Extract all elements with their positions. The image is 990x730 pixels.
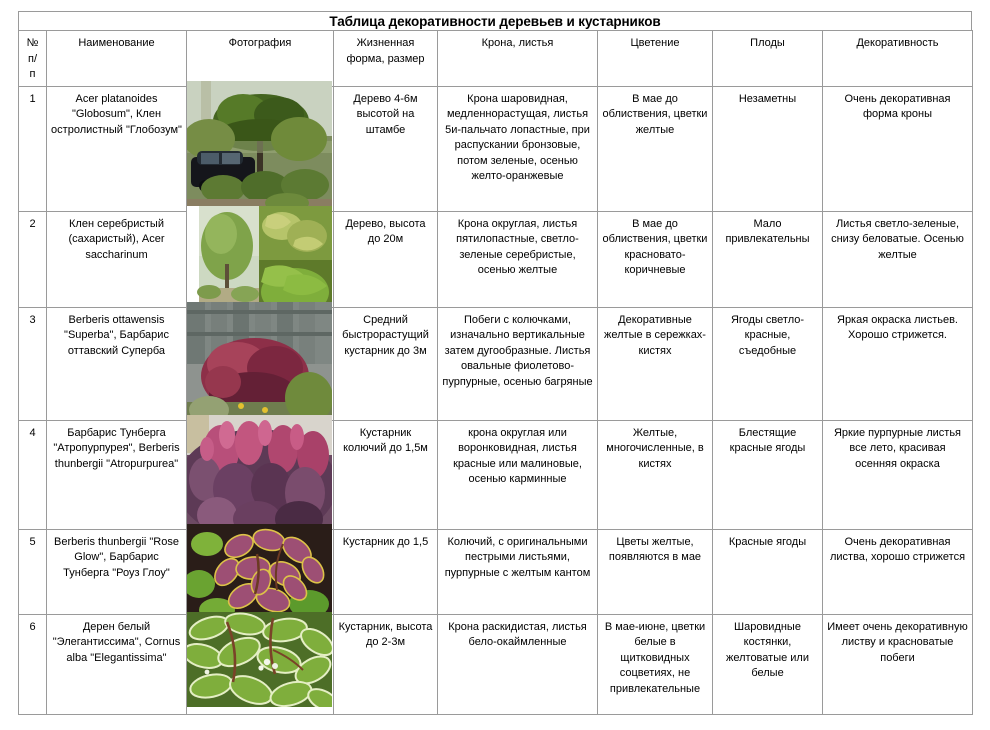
row-decorativeness: Имеет очень декоративную листву и красноватые побеги [823,614,973,714]
table-row [19,307,973,420]
column-header-number-line1: № [26,37,39,49]
row-bloom: В мае-июне, цветки белые в щитковидных соцветиях, не привлекательные [598,614,713,714]
row-bloom: Декоративные желтые в сережках-кистях [598,307,713,420]
row-form: Средний быстрорастущий кустарник до 3м [334,307,438,420]
table-row [19,529,973,614]
row-bloom: Цветы желтые, появляются в мае [598,529,713,614]
row-number: 2 [19,211,47,307]
photo-acer-saccharinum-image [187,206,332,313]
decorativeness-table [18,30,973,715]
photo-clip [187,206,332,313]
photo-berberis-thunbergii-rose-glow-image [187,524,332,619]
column-header-number [19,31,47,87]
row-photo-cell [187,307,334,420]
plant-photo [187,612,332,707]
row-fruit: Красные ягоды [713,529,823,614]
column-header-form-line1: Жизненная [356,37,415,49]
row-fruit: Блестящие красные ягоды [713,420,823,529]
column-header-bloom: Цветение [598,31,713,87]
row-number: 6 [19,614,47,714]
row-number: 4 [19,420,47,529]
column-header-photo: Фотография [187,31,334,87]
row-form: Кустарник до 1,5 [334,529,438,614]
column-header-crown: Крона, листья [438,31,598,87]
column-header-fruit: Плоды [713,31,823,87]
row-form: Кустарник, высота до 2-3м [334,614,438,714]
table-header-row [19,31,973,87]
photo-berberis-ottawensis-superba-image [187,302,332,426]
photo-clip [187,81,332,214]
row-number: 3 [19,307,47,420]
row-fruit: Незаметны [713,86,823,211]
plant-photo [187,206,332,313]
row-name: Дерен белый "Элегантиссима", Cornus alba "Elegantissima" [47,614,187,714]
table-body [19,86,973,714]
row-decorativeness: Яркая окраска листьев. Хорошо стрижется. [823,307,973,420]
row-fruit: Шаровидные костянки, желтоватые или белые [713,614,823,714]
row-photo-cell [187,211,334,307]
row-number: 5 [19,529,47,614]
row-photo-cell [187,86,334,211]
row-number: 1 [19,86,47,211]
row-bloom: В мае до облиствения, цветки красновато-коричневые [598,211,713,307]
row-crown: Крона раскидистая, листья бело-окаймленные [438,614,598,714]
column-header-decorativeness: Декоративность [823,31,973,87]
column-header-number-line3: п [29,68,36,80]
row-decorativeness: Яркие пурпурные листья все лето, красивая осенняя окраска [823,420,973,529]
table-header [19,31,973,87]
row-fruit: Мало привлекательны [713,211,823,307]
row-photo-cell [187,529,334,614]
photo-clip [187,415,332,533]
row-bloom: В мае до облиствения, цветки желтые [598,86,713,211]
row-crown: Побеги с колючками, изначально вертикальные затем дугообразные. Листья овальные фиолетово-пурпурные, осенью багряные [438,307,598,420]
column-header-form [334,31,438,87]
photo-clip [187,612,332,707]
plant-photo [187,524,332,619]
table-row [19,420,973,529]
row-crown: крона округлая или воронковидная, листья красные или малиновые, осенью карминные [438,420,598,529]
table-row [19,86,973,211]
photo-clip [187,524,332,619]
row-crown: Колючий, с оригинальными пестрыми листьями, пурпурные с желтым кантом [438,529,598,614]
photo-acer-platanoides-globosum-image [187,81,332,214]
row-form: Кустарник колючий до 1,5м [334,420,438,529]
row-form: Дерево, высота до 20м [334,211,438,307]
row-photo-cell [187,420,334,529]
column-header-form-line2: форма, размер [346,52,425,65]
row-name: Berberis thunbergii "Rose Glow", Барбарис Тунберга "Роуз Глоу" [47,529,187,614]
row-photo-cell [187,614,334,714]
row-bloom: Желтые, многочисленные, в кистях [598,420,713,529]
photo-clip [187,302,332,426]
photo-berberis-thunbergii-atropurpurea-image [187,415,332,533]
row-name: Berberis ottawensis "Superba", Барбарис оттавский Суперба [47,307,187,420]
table-row [19,614,973,714]
row-decorativeness: Листья светло-зеленые, снизу беловатые. Осенью желтые [823,211,973,307]
plant-photo [187,81,332,214]
plant-photo [187,415,332,533]
row-crown: Крона округлая, листья пятилопастные, светло-зеленые серебристые, осенью желтые [438,211,598,307]
row-fruit: Ягоды светло-красные, съедобные [713,307,823,420]
plant-photo [187,302,332,426]
page-title: Таблица декоративности деревьев и кустарников [18,11,972,30]
column-header-name: Наименование [47,31,187,87]
table-row [19,211,973,307]
row-name: Acer platanoides "Globosum", Клен остролистный "Глобозум" [47,86,187,211]
row-form: Дерево 4-6м высотой на штамбе [334,86,438,211]
row-name: Клен серебристый (сахаристый), Acer saccharinum [47,211,187,307]
column-header-number-line2: п/ [27,52,37,65]
row-crown: Крона шаровидная, медленнорастущая, листья 5и-пальчато лопастные, при распускании бронзовые, потом зеленые, осенью желто-оранжевые [438,86,598,211]
row-decorativeness: Очень декоративная форма кроны [823,86,973,211]
row-name: Барбарис Тунберга "Атропурпурея", Berberis thunbergii "Atropurpurea" [47,420,187,529]
row-decorativeness: Очень декоративная листва, хорошо стрижется [823,529,973,614]
photo-cornus-alba-elegantissima-image [187,612,332,707]
